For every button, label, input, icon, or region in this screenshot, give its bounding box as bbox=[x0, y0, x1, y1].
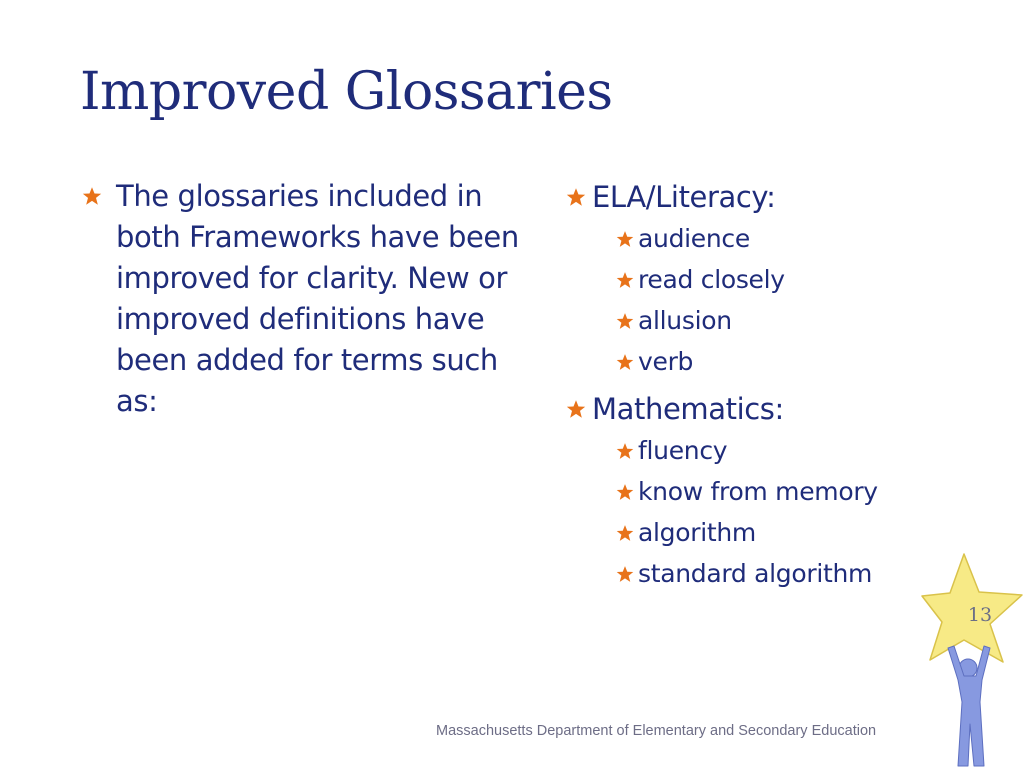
list-item bbox=[616, 218, 986, 259]
star-bullet-icon bbox=[616, 483, 634, 501]
term-label: know from memory bbox=[638, 477, 878, 506]
star-bullet-icon bbox=[616, 442, 634, 460]
term-label: algorithm bbox=[638, 518, 756, 547]
term-label: fluency bbox=[638, 436, 728, 465]
footer-text: Massachusetts Department of Elementary and Secondary Education bbox=[436, 723, 877, 739]
slide-title: Improved Glossaries bbox=[80, 62, 613, 122]
term-label: audience bbox=[638, 224, 750, 253]
list-item bbox=[616, 430, 986, 471]
list-item bbox=[616, 471, 986, 512]
star-bullet-icon bbox=[616, 271, 634, 289]
terms-column bbox=[566, 176, 986, 594]
term-label: standard algorithm bbox=[638, 559, 873, 588]
star-bullet-icon bbox=[82, 186, 102, 206]
star-bullet-icon bbox=[616, 524, 634, 542]
star-bullet-icon bbox=[616, 312, 634, 330]
list-item bbox=[616, 341, 986, 382]
star-bullet-icon bbox=[616, 565, 634, 583]
term-label: allusion bbox=[638, 306, 732, 335]
left-bullet-text: The glossaries included in both Frameworks have been improved for clarity. New or improved definitions have been added for terms such as: bbox=[116, 179, 519, 418]
category-label: ELA/Literacy: bbox=[592, 180, 776, 214]
star-bullet-icon bbox=[566, 399, 586, 419]
category-label: Mathematics: bbox=[592, 392, 784, 426]
term-label: verb bbox=[638, 347, 694, 376]
list-item bbox=[616, 512, 986, 553]
star-person-mascot-icon bbox=[918, 552, 1024, 768]
list-item bbox=[616, 300, 986, 341]
category-mathematics bbox=[566, 388, 986, 430]
category-ela bbox=[566, 176, 986, 218]
ela-terms-list bbox=[566, 218, 986, 382]
star-bullet-icon bbox=[566, 187, 586, 207]
list-item bbox=[616, 259, 986, 300]
term-label: read closely bbox=[638, 265, 785, 294]
star-bullet-icon bbox=[616, 353, 634, 371]
left-bullet bbox=[82, 176, 532, 422]
page-number: 13 bbox=[967, 604, 993, 626]
star-bullet-icon bbox=[616, 230, 634, 248]
